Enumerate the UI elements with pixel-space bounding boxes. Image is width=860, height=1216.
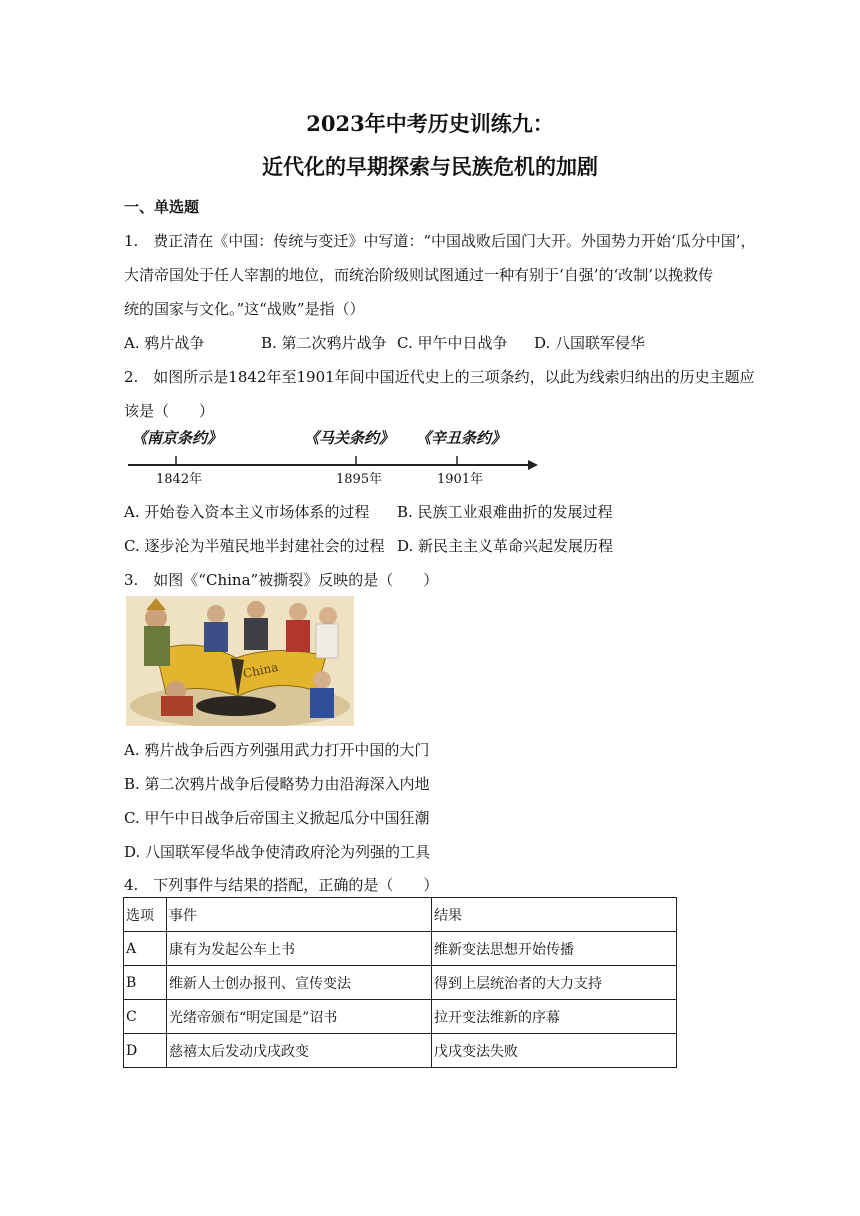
table-cell-event: 维新人士创办报刊、宣传变法 bbox=[167, 966, 432, 1000]
q1-option-b[interactable]: B. 第二次鸦片战争 bbox=[261, 334, 387, 352]
q1-option-a[interactable]: A. 鸦片战争 bbox=[124, 334, 205, 352]
q2-stem-line-1: 2. 如图所示是1842年至1901年间中国近代史上的三项条约，以此为线索归纳出的历史主题应 bbox=[124, 368, 755, 386]
document-title-line-2: 近代化的早期探索与民族危机的加剧 bbox=[262, 154, 598, 179]
table-cell-result: 拉开变法维新的序幕 bbox=[432, 1000, 677, 1034]
section-heading: 一、单选题 bbox=[124, 198, 200, 216]
table-cell-result: 维新变法思想开始传播 bbox=[432, 932, 677, 966]
q2-option-a[interactable]: A. 开始卷入资本主义市场体系的过程 bbox=[124, 503, 370, 521]
q3-option-a[interactable]: A. 鸦片战争后西方列强用武力打开中国的大门 bbox=[124, 741, 430, 759]
q2-option-c[interactable]: C. 逐步沦为半殖民地半封建社会的过程 bbox=[124, 537, 385, 555]
q3-option-d[interactable]: D. 八国联军侵华战争使清政府沦为列强的工具 bbox=[124, 843, 431, 861]
timeline-year-1842: 1842年 bbox=[156, 472, 203, 487]
table-row bbox=[124, 1000, 677, 1034]
table-cell-result: 戊戌变法失败 bbox=[432, 1034, 677, 1068]
q2-options-row-2 bbox=[124, 535, 744, 555]
table-cell-result: 得到上层统治者的大力支持 bbox=[432, 966, 677, 1000]
timeline-label-xinchou: 《辛丑条约》 bbox=[416, 429, 507, 447]
timeline-year-1895: 1895年 bbox=[336, 472, 383, 487]
q3-option-c[interactable]: C. 甲午中日战争后帝国主义掀起瓜分中国狂潮 bbox=[124, 809, 430, 827]
table-cell-option: C bbox=[124, 1000, 167, 1034]
treaty-timeline bbox=[124, 425, 544, 495]
table-cell-option: B bbox=[124, 966, 167, 1000]
q3-option-b[interactable]: B. 第二次鸦片战争后侵略势力由沿海深入内地 bbox=[124, 775, 430, 793]
table-cell-event: 慈禧太后发动戊戌政变 bbox=[167, 1034, 432, 1068]
cartoon-china-label: China bbox=[241, 659, 280, 681]
q2-option-b[interactable]: B. 民族工业艰难曲折的发展过程 bbox=[397, 503, 613, 521]
q1-option-c[interactable]: C. 甲午中日战争 bbox=[397, 334, 508, 352]
q1-options bbox=[124, 332, 724, 352]
china-torn-cartoon-image bbox=[126, 596, 354, 726]
table-row bbox=[124, 1034, 677, 1068]
q2-stem-line-2: 该是（ ） bbox=[124, 402, 215, 420]
q4-table bbox=[123, 897, 677, 1068]
table-cell-event: 光绪帝颁布“明定国是”诏书 bbox=[167, 1000, 432, 1034]
table-row bbox=[124, 932, 677, 966]
table-header-result: 结果 bbox=[432, 898, 677, 932]
table-cell-event: 康有为发起公车上书 bbox=[167, 932, 432, 966]
q2-option-d[interactable]: D. 新民主主义革命兴起发展历程 bbox=[397, 537, 614, 555]
q2-options-row-1 bbox=[124, 501, 744, 521]
table-header-row bbox=[124, 898, 677, 932]
q3-stem: 3. 如图《“China”被撕裂》反映的是（ ） bbox=[124, 571, 439, 589]
timeline-label-maguan: 《马关条约》 bbox=[304, 429, 395, 447]
timeline-year-1901: 1901年 bbox=[437, 472, 484, 487]
table-row bbox=[124, 966, 677, 1000]
table-header-option: 选项 bbox=[124, 898, 167, 932]
document-title-line-1: 2023年中考历史训练九： bbox=[306, 111, 554, 136]
q1-stem-line-3: 统的国家与文化。”这“战败”是指（） bbox=[124, 300, 365, 318]
q1-stem-line-1: 1. 费正清在《中国：传统与变迁》中写道：“中国战败后国门大开。外国势力开始‘瓜分中国’， bbox=[124, 232, 756, 250]
timeline-label-nanjing: 《南京条约》 bbox=[132, 429, 223, 447]
q1-stem-line-2: 大清帝国处于任人宰割的地位，而统治阶级则试图通过一种有别于‘自强’的‘改制’以挽救传 bbox=[124, 266, 714, 284]
q1-option-d[interactable]: D. 八国联军侵华 bbox=[534, 334, 646, 352]
q4-stem: 4. 下列事件与结果的搭配，正确的是（ ） bbox=[124, 876, 439, 894]
table-cell-option: A bbox=[124, 932, 167, 966]
table-header-event: 事件 bbox=[167, 898, 432, 932]
table-cell-option: D bbox=[124, 1034, 167, 1068]
